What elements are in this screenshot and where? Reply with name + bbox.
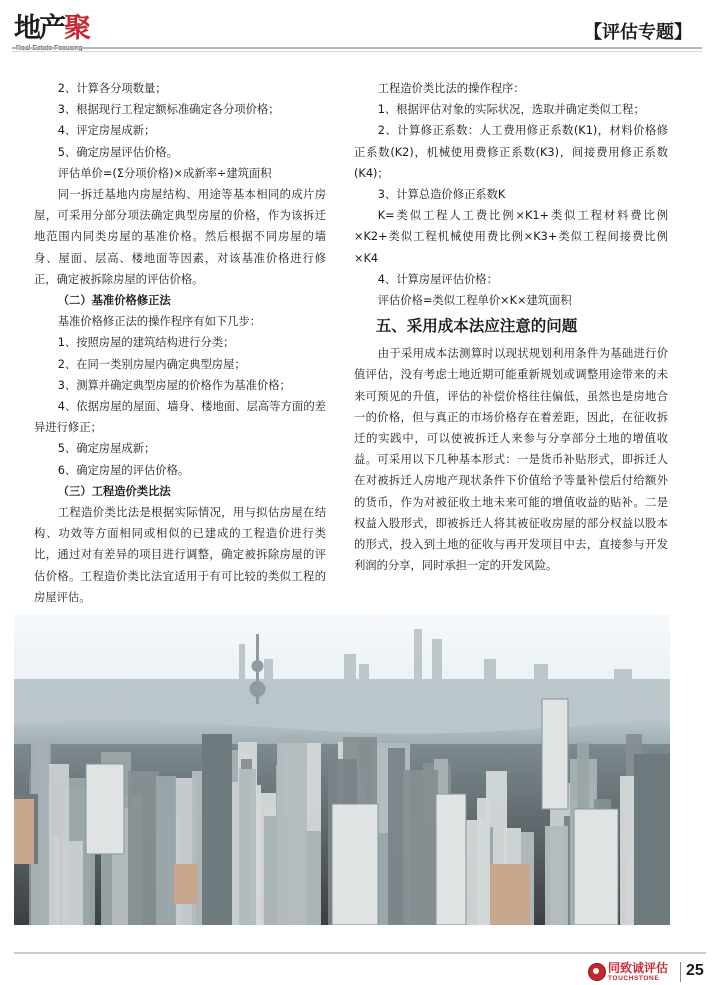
paragraph: 工程造价类比法的操作程序： (377, 82, 525, 95)
paragraph: 2、计算各分项数量； (57, 82, 167, 95)
touchstone-brand-logo (588, 961, 678, 983)
paragraph: 同一拆迁基地内房屋结构、用途等基本相同的成片房屋，可采用分部分项法确定典型房屋的价格，作为该拆迁地范围内同类房屋的基准价格。然后根据不同房屋的墙身、屋面、层高、楼地面等因素，对该基准价格进行修正，确定被拆除房屋的评估价格。 (34, 188, 326, 286)
logo-title: 地产聚 (14, 13, 89, 44)
paragraph: 5、确定房屋评估价格。 (57, 145, 178, 159)
paragraph: K=类似工程人工费比例×K1+类似工程材料费比例×K2+类似工程机械使用费比例×K3+类似工程间接费比例×K4 (354, 209, 668, 265)
header-divider-thin (12, 51, 702, 52)
page-number-separator (680, 962, 681, 982)
subsection-heading: （二）基准价格修正法 (57, 294, 171, 308)
paragraph: 工程造价类比法是根据实际情况，用与拟估房屋在结构、功效等方面相同或相似的已建成的工程造价进行类比，通过对有差异的项目进行调整，确定被拆除房屋的评估价格。工程造价类比法宜适用于有可比较的类似工程的房屋评估。 (34, 506, 326, 604)
paragraph: 2、在同一类别房屋内确定典型房屋； (57, 357, 246, 371)
footer-divider (14, 952, 706, 954)
paragraph: 3、测算并确定典型房屋的价格作为基准价格； (57, 378, 291, 392)
paragraph: 4、评定房屋成新； (57, 124, 156, 138)
section-heading: 五、采用成本法应注意的问题 (375, 317, 578, 336)
page-number: 25 (686, 962, 704, 979)
paragraph: 由于采用成本法测算时以现状规划利用条件为基础进行价值评估，没有考虑土地近期可能重新规划或调整用途带来的未来可预见的升值，评估的补偿价格往往偏低，虽然也是房地合一的价格，但与真正的市场价格存在着差距，因此，在征收拆迁的实践中，可以使被拆迁人来参与分享部分土地的增值收益。可采用以下几种基本形式：一是货币补贴形式，即拆迁人在对被拆迁人房地产现状条件下价值给予等量补偿后付给额外的货币，作为对被征收土地未来可能的增值收益的贴补。二是权益入股形式，即被拆迁人将其被征收房屋的部分权益以股本的形式，投入到土地的征收与再开发项目中去，直接参与开发利润的分享，同时承担一定的开发风险。 (354, 347, 668, 573)
paragraph: 3、计算总造价修正系数K (377, 188, 506, 202)
paragraph: 4、依据房屋的屋面、墙身、楼地面、层高等方面的差异进行修正； (34, 400, 326, 435)
paragraph: 基准价格修正法的操作程序有如下几步： (57, 315, 262, 329)
left-text-column (34, 78, 326, 608)
brand-name-en: TOUCHSTONE (608, 975, 660, 982)
paragraph: 1、按照房屋的建筑结构进行分类； (57, 336, 235, 350)
paragraph: 1、根据评估对象的实际状况，选取并确定类似工程； (377, 103, 645, 117)
subsection-heading: （三）工程造价类比法 (57, 484, 171, 498)
section-tag: 【评估专题】 (584, 22, 692, 43)
paragraph: 评估价格=类似工程单价×K×建筑面积 (377, 294, 572, 308)
brand-name-cn: 同致诚评估 (608, 961, 669, 975)
paragraph: 6、确定房屋的评估价格。 (57, 463, 190, 477)
brand-emblem-icon (588, 963, 606, 981)
right-text-column (354, 78, 668, 576)
paragraph: 3、根据现行工程定额标准确定各分项价格； (57, 103, 280, 117)
city-skyline-photo (14, 614, 670, 925)
paragraph: 5、确定房屋成新； (57, 442, 156, 456)
header-divider (12, 47, 702, 49)
paragraph: 评估单价=(Σ分项价格)×成新率÷建筑面积 (57, 166, 272, 180)
paragraph: 2、计算修正系数：人工费用修正系数(K1)，材料价格修正系数(K2)，机械使用费修正系数(K3)，间接费用修正系数(K4)； (354, 124, 668, 180)
paragraph: 4、计算房屋评估价格： (377, 272, 498, 286)
